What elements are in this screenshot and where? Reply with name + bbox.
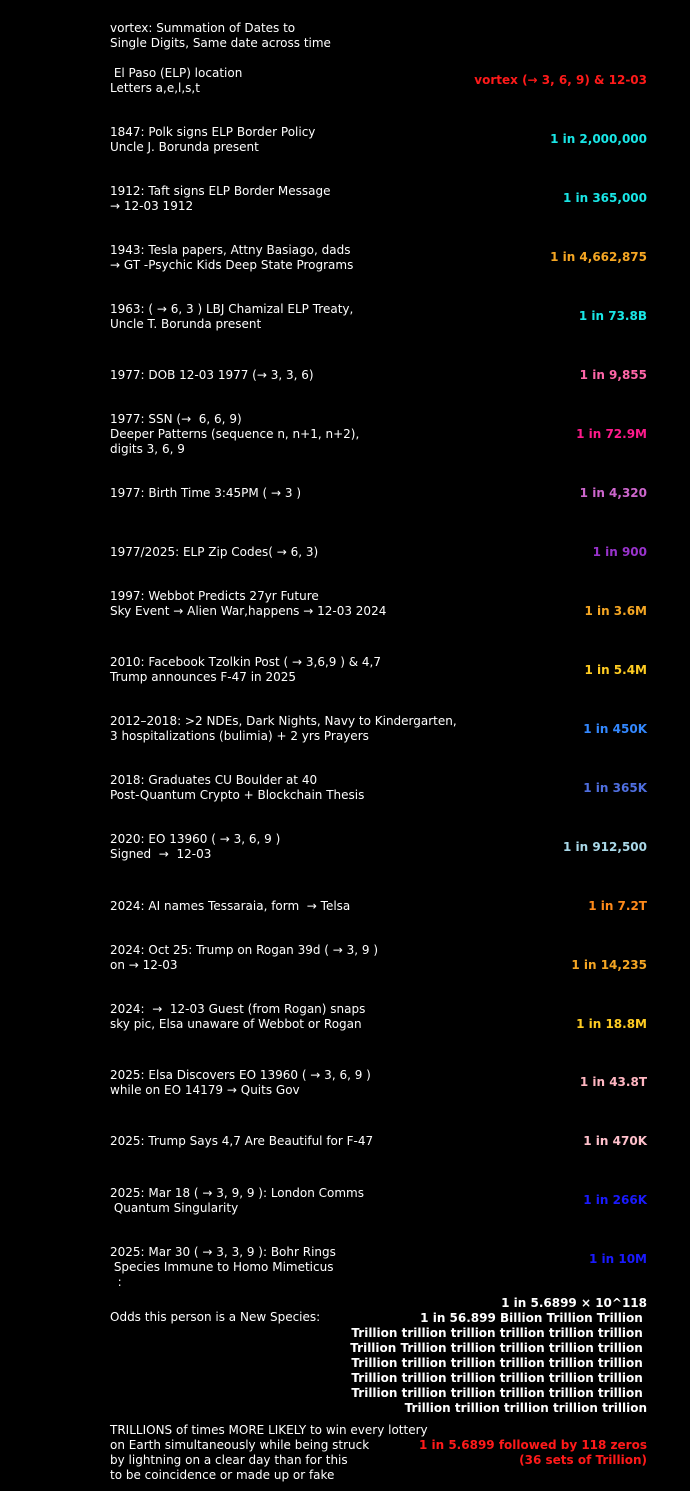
event-description: 1943: Tesla papers, Attny Basiago, dads → GT -Psychic Kids Deep State Programs — [110, 243, 354, 272]
event-odds: 1 in 3.6M — [584, 604, 647, 618]
event-description: 2025: Trump Says 4,7 Are Beautiful for F-47 — [110, 1134, 374, 1148]
vortex-odds: vortex (→ 3, 6, 9) & 12-03 — [474, 73, 647, 87]
event-row-1977-dob — [110, 367, 647, 384]
event-row-1943 — [110, 242, 647, 274]
event-description: 1847: Polk signs ELP Border Policy Uncle J. Borunda present — [110, 125, 316, 154]
event-description: 1977: SSN (→ 6, 6, 9) Deeper Patterns (sequence n, n+1, n+2), digits 3, 6, 9 — [110, 412, 360, 456]
event-row-1977-birth-time — [110, 485, 647, 502]
lottery-comparison-odds: 1 in 5.6899 followed by 118 zeros (36 sets of Trillion) — [418, 1438, 647, 1467]
event-row-1997 — [110, 588, 647, 620]
new-species-odds: 1 in 5.6899 × 10^118 1 in 56.899 Billion Trillion Trillion Trillion trillion trillion trillion trillion trillion Trillion Trillion trillion trillion trillion trillion Trillion trillion trillion trillion trillion trillion Trillion trillion trillion trillion trillion trillion Trillion trillion trillion trillion trillion trillion Trillion trillion trillion trillion trillion — [350, 1296, 647, 1415]
event-description: 1977: DOB 12-03 1977 (→ 3, 3, 6) — [110, 368, 314, 382]
event-row-1847 — [110, 124, 647, 156]
event-row-2018 — [110, 772, 647, 804]
event-odds: 1 in 450K — [583, 722, 647, 736]
event-odds: 1 in 2,000,000 — [550, 132, 647, 146]
event-description: 2018: Graduates CU Boulder at 40 Post-Quantum Crypto + Blockchain Thesis — [110, 773, 365, 802]
event-row-1963 — [110, 301, 647, 333]
new-species-label: Odds this person is a New Species: — [110, 1310, 321, 1324]
event-description: 1997: Webbot Predicts 27yr Future Sky Event → Alien War,happens → 12-03 2024 — [110, 589, 387, 618]
event-row-2025-mar30 — [110, 1244, 647, 1291]
event-row-2025-mar18 — [110, 1185, 647, 1217]
event-description: 1963: ( → 6, 3 ) LBJ Chamizal ELP Treaty, Uncle T. Borunda present — [110, 302, 354, 331]
event-odds: 1 in 470K — [583, 1134, 647, 1148]
event-odds: 1 in 4,320 — [579, 486, 647, 500]
event-description: 2025: Mar 18 ( → 3, 9, 9 ): London Comms Quantum Singularity — [110, 1186, 364, 1215]
event-odds: 1 in 912,500 — [562, 840, 647, 854]
event-odds: 1 in 9,855 — [579, 368, 647, 382]
event-odds: 1 in 365K — [583, 781, 647, 795]
event-description: 2010: Facebook Tzolkin Post ( → 3,6,9 ) & 4,7 Trump announces F-47 in 2025 — [110, 655, 381, 684]
event-description: 1977/2025: ELP Zip Codes( → 6, 3) — [110, 545, 319, 559]
event-odds: 1 in 5.4M — [584, 663, 647, 677]
event-row-2020 — [110, 831, 647, 863]
event-row-zip-codes — [110, 544, 647, 561]
event-odds: 1 in 43.8T — [579, 1075, 647, 1089]
vortex-row — [110, 20, 647, 96]
event-odds: 1 in 10M — [588, 1252, 647, 1266]
event-odds: 1 in 73.8B — [578, 309, 647, 323]
event-odds: 1 in 900 — [592, 545, 647, 559]
event-row-2025-elsa — [110, 1067, 647, 1099]
new-species-odds-row — [110, 1295, 647, 1417]
event-row-2025-f47 — [110, 1133, 647, 1150]
event-description: 2012–2018: >2 NDEs, Dark Nights, Navy to Kindergarten, 3 hospitalizations (bulimia) + 2 yrs Prayers — [110, 714, 457, 743]
lottery-comparison-row — [110, 1422, 647, 1486]
event-odds: 1 in 365,000 — [562, 191, 647, 205]
event-odds: 1 in 72.9M — [576, 427, 647, 441]
event-odds: 1 in 266K — [583, 1193, 647, 1207]
event-row-2010 — [110, 654, 647, 686]
event-description: 1977: Birth Time 3:45PM ( → 3 ) — [110, 486, 302, 500]
event-description: 2024: Oct 25: Trump on Rogan 39d ( → 3, 9 ) on → 12-03 — [110, 943, 379, 972]
event-description: 2025: Elsa Discovers EO 13960 ( → 3, 6, 9 ) while on EO 14179 → Quits Gov — [110, 1068, 371, 1097]
vortex-description: vortex: Summation of Dates to Single Digits, Same date across time El Paso (ELP) location Letters a,e,l,s,t — [110, 21, 331, 95]
event-row-2012-2018 — [110, 713, 647, 745]
event-row-2024-guest — [110, 1001, 647, 1033]
lottery-comparison-text: TRILLIONS of times MORE LIKELY to win every lottery on Earth simultaneously while being struck by lightning on a clear day than for this to be coincidence or made up or fake — [110, 1423, 428, 1482]
event-odds: 1 in 14,235 — [571, 958, 647, 972]
event-description: 2024: → 12-03 Guest (from Rogan) snaps sky pic, Elsa unaware of Webbot or Rogan — [110, 1002, 366, 1031]
event-odds: 1 in 4,662,875 — [550, 250, 647, 264]
event-description: 2025: Mar 30 ( → 3, 3, 9 ): Bohr Rings Species Immune to Homo Mimeticus : — [110, 1245, 336, 1289]
event-row-2024-rogan — [110, 942, 647, 974]
event-description: 2020: EO 13960 ( → 3, 6, 9 ) Signed → 12-03 — [110, 832, 281, 861]
event-odds: 1 in 18.8M — [576, 1017, 647, 1031]
event-description: 2024: AI names Tessaraia, form → Telsa — [110, 899, 351, 913]
event-row-1977-ssn — [110, 411, 647, 458]
event-description: 1912: Taft signs ELP Border Message → 12-03 1912 — [110, 184, 331, 213]
event-row-1912 — [110, 183, 647, 215]
event-row-2024-ai — [110, 898, 647, 915]
event-odds: 1 in 7.2T — [588, 899, 647, 913]
